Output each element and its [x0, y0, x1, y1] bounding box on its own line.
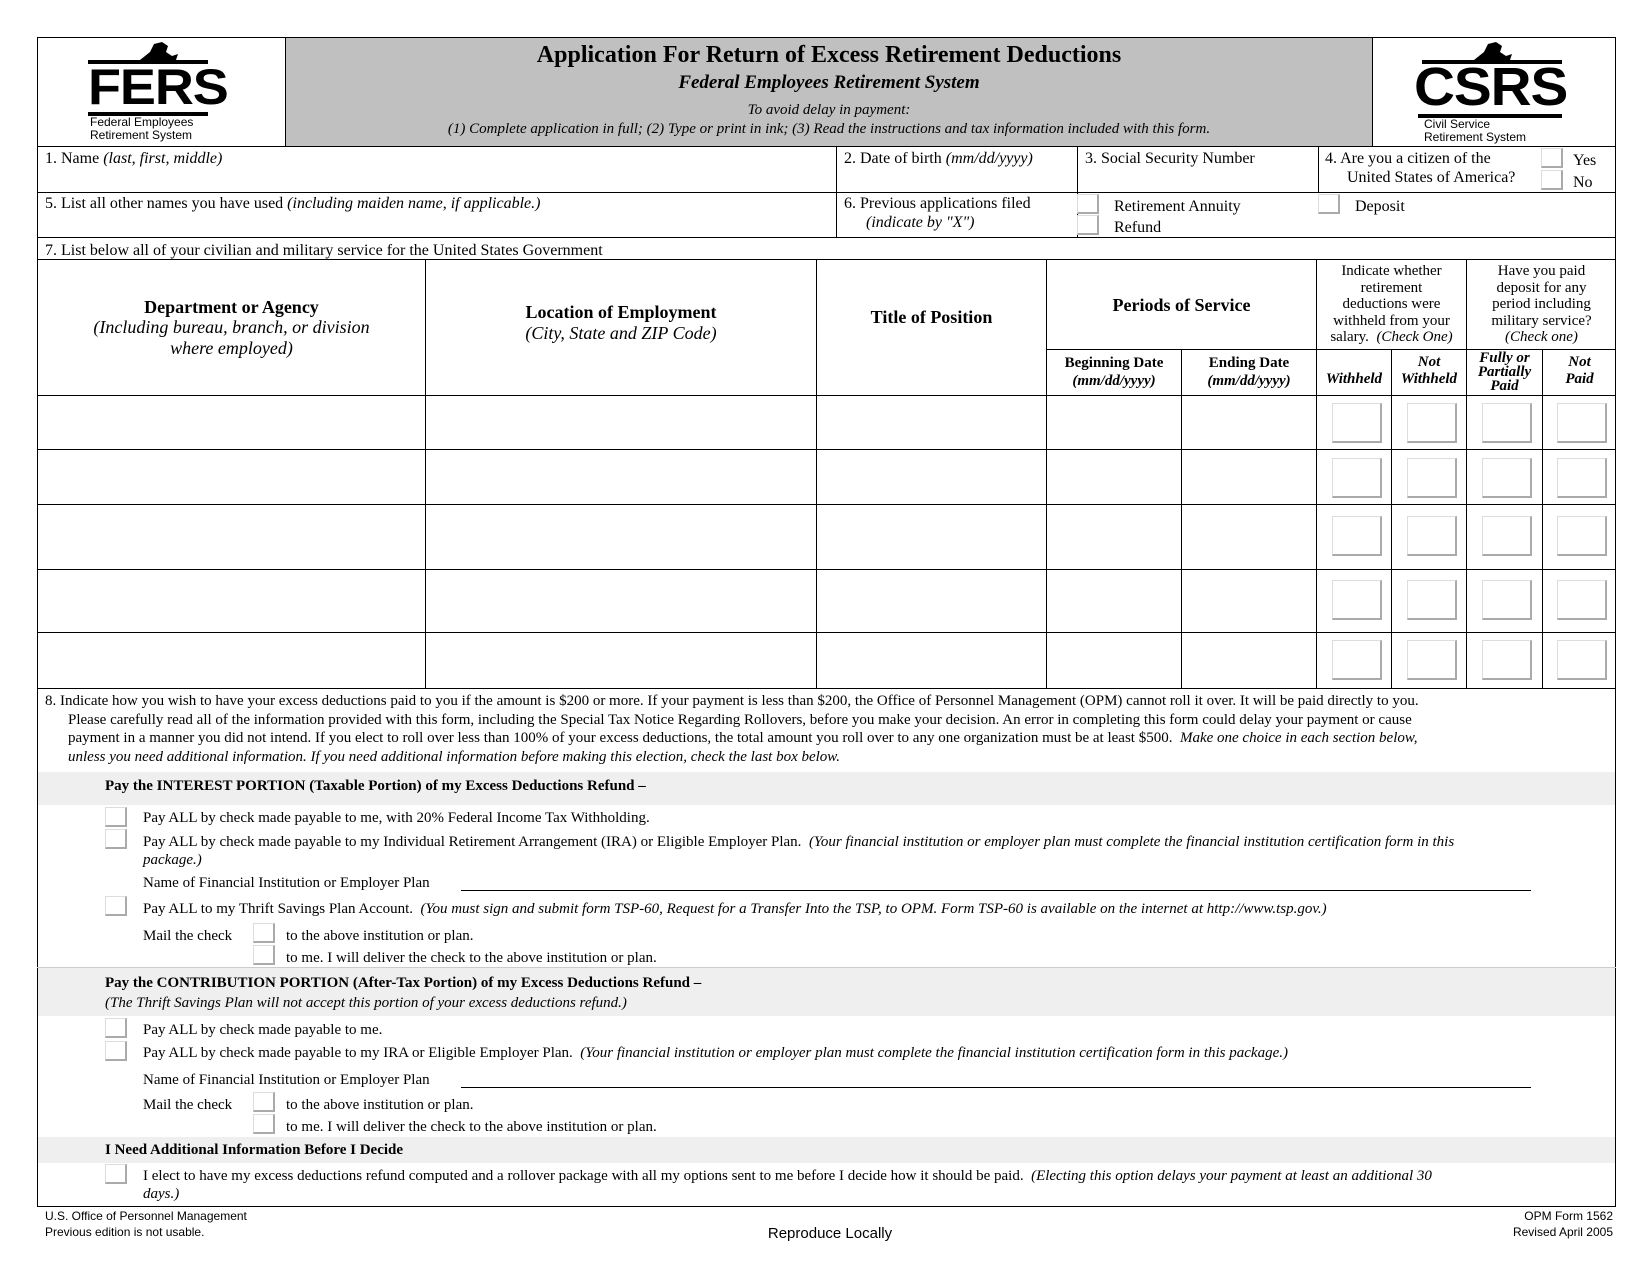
- row1-not-withheld-checkbox[interactable]: [1407, 403, 1457, 443]
- citizen-question: 4. Are you a citizen of the United States of America?: [1325, 150, 1516, 186]
- col-fully-paid-header: Fully or Partially Paid: [1477, 350, 1532, 394]
- retirement-annuity-checkbox[interactable]: [1077, 194, 1099, 214]
- interest-mail-check-label: Mail the check: [143, 928, 233, 944]
- citizen-no-label: No: [1573, 174, 1593, 191]
- deposit-label: Deposit: [1355, 198, 1405, 215]
- row4-not-withheld-checkbox[interactable]: [1407, 580, 1457, 620]
- interest-heading: Pay the INTEREST PORTION (Taxable Portion) of my Excess Deductions Refund –: [105, 778, 646, 794]
- col-end-header: Ending Date (mm/dd/yyyy): [1207, 355, 1291, 389]
- contribution-ira-checkbox[interactable]: [105, 1041, 127, 1061]
- contribution-ira-label: Pay ALL by check made payable to my IRA or Eligible Employer Plan. (Your financial institution or employer plan must complete the financial institution certification form in this package.): [143, 1045, 1288, 1061]
- other-names-input[interactable]: [45, 214, 830, 234]
- citizen-yes-checkbox[interactable]: [1541, 148, 1563, 168]
- fers-logo-line1: Federal Employees: [90, 115, 194, 129]
- footer-agency: U.S. Office of Personnel Management: [45, 1209, 247, 1223]
- col-begin-header: Beginning Date (mm/dd/yyyy): [1064, 355, 1164, 389]
- csrs-logo-line2: Retirement System: [1424, 130, 1527, 144]
- footer-edition: Previous edition is not usable.: [45, 1225, 205, 1239]
- row2-not-paid-checkbox[interactable]: [1557, 458, 1607, 498]
- contribution-institution-label: Name of Financial Institution or Employer Plan: [143, 1072, 430, 1088]
- row5-withheld-checkbox[interactable]: [1332, 640, 1382, 680]
- service-label: 7. List below all of your civilian and military service for the United States Government: [45, 242, 603, 259]
- row2-fully-paid-checkbox[interactable]: [1482, 458, 1532, 498]
- col-periods-header: Periods of Service: [1112, 295, 1251, 315]
- form-subtitle: Federal Employees Retirement System: [678, 72, 980, 93]
- row3-not-withheld-checkbox[interactable]: [1407, 516, 1457, 556]
- csrs-logo-line1: Civil Service: [1424, 117, 1491, 131]
- contribution-check-to-me-checkbox[interactable]: [105, 1018, 127, 1038]
- col-deposit-question: Have you paid deposit for any period including military service? (Check one): [1491, 263, 1592, 345]
- col-title-header: Title of Position: [870, 307, 993, 327]
- fers-logo-line2: Retirement System: [90, 128, 193, 142]
- row5-not-paid-checkbox[interactable]: [1557, 640, 1607, 680]
- row4-withheld-checkbox[interactable]: [1332, 580, 1382, 620]
- interest-institution-input[interactable]: [461, 872, 1531, 891]
- name-field-label: 1. Name (last, first, middle): [45, 150, 223, 167]
- col-not-paid-header: Not Paid: [1565, 354, 1594, 387]
- contribution-mail-me-label: to me. I will deliver the check to the above institution or plan.: [286, 1119, 657, 1135]
- instructions: (1) Complete application in full; (2) Type or print in ink; (3) Read the instructions and tax information included with this form.: [447, 121, 1211, 137]
- ssn-input[interactable]: [1085, 168, 1313, 190]
- interest-tsp-label: Pay ALL to my Thrift Savings Plan Account. (You must sign and submit form TSP-60, Request for a Transfer Into the TSP, to OPM. Form TSP-60 is available on the internet at http://www.tsp.gov.): [143, 901, 1327, 917]
- row1-fully-paid-checkbox[interactable]: [1482, 403, 1532, 443]
- dob-field-label: 2. Date of birth (mm/dd/yyyy): [844, 150, 1033, 167]
- contribution-institution-input[interactable]: [461, 1069, 1531, 1088]
- interest-mail-institution-checkbox[interactable]: [253, 923, 275, 943]
- fers-logo: [88, 40, 228, 142]
- interest-mail-institution-label: to the above institution or plan.: [286, 928, 474, 944]
- row1-withheld-checkbox[interactable]: [1332, 403, 1382, 443]
- row5-not-withheld-checkbox[interactable]: [1407, 640, 1457, 680]
- prev-apps-label: 6. Previous applications filed (indicate by "X"): [844, 195, 1031, 231]
- row3-not-paid-checkbox[interactable]: [1557, 516, 1607, 556]
- contribution-check-to-me-label: Pay ALL by check made payable to me.: [143, 1022, 383, 1038]
- name-input[interactable]: [45, 168, 830, 190]
- contribution-mail-me-checkbox[interactable]: [253, 1114, 275, 1134]
- row3-withheld-checkbox[interactable]: [1332, 516, 1382, 556]
- interest-ira-checkbox[interactable]: [105, 829, 127, 849]
- citizen-yes-label: Yes: [1573, 152, 1597, 169]
- footer-reproduce: Reproduce Locally: [767, 1225, 893, 1242]
- section8-intro: 8. Indicate how you wish to have your excess deductions paid to you if the amount is $200 or more. If your payment is less than $200, the Office of Personnel Management (OPM) cannot roll it over. It will be paid directly to you. Please carefully read all of the information provided with this form, including the Special Tax Notice Regarding Rollovers, before you make your decision. An error in completing this form could delay your payment or cause payment in a manner you did not intend. If you elect to roll over less than 100% of your excess deductions, the total amount you roll over to any one organization must be at least $500. Make one choice in each section below, unless you need additional information. If you need additional information before making this election, check the last box below.: [45, 693, 1419, 765]
- contribution-heading: Pay the CONTRIBUTION PORTION (After-Tax Portion) of my Excess Deductions Refund –: [105, 975, 702, 991]
- row2-not-withheld-checkbox[interactable]: [1407, 458, 1457, 498]
- row4-fully-paid-checkbox[interactable]: [1482, 580, 1532, 620]
- col-withheld-header: Withheld: [1325, 371, 1383, 387]
- row2-withheld-checkbox[interactable]: [1332, 458, 1382, 498]
- contribution-note: (The Thrift Savings Plan will not accept this portion of your excess deductions refund.): [105, 995, 627, 1011]
- interest-check-to-me-checkbox[interactable]: [105, 807, 127, 827]
- row1-not-paid-checkbox[interactable]: [1557, 403, 1607, 443]
- contribution-mail-institution-checkbox[interactable]: [253, 1092, 275, 1112]
- row3-fully-paid-checkbox[interactable]: [1482, 516, 1532, 556]
- additional-info-checkbox[interactable]: [105, 1164, 127, 1184]
- interest-ira-label: Pay ALL by check made payable to my Individual Retirement Arrangement (IRA) or Eligible Employer Plan. (Your financial institution or employer plan must complete the financial institution certification form in this package.): [143, 834, 1455, 868]
- form-title: Application For Return of Excess Retirement Deductions: [536, 42, 1122, 68]
- csrs-logo-text: CSRS: [1414, 57, 1568, 117]
- row4-not-paid-checkbox[interactable]: [1557, 580, 1607, 620]
- interest-mail-me-checkbox[interactable]: [253, 945, 275, 965]
- interest-mail-me-label: to me. I will deliver the check to the above institution or plan.: [286, 950, 657, 966]
- contribution-mail-check-label: Mail the check: [143, 1097, 233, 1113]
- col-withheld-question: Indicate whether retirement deductions were withheld from your salary. (Check One): [1330, 263, 1453, 345]
- col-location-header: Location of Employment (City, State and ZIP Code): [525, 302, 717, 343]
- col-dept-header: Department or Agency (Including bureau, branch, or division where employed): [93, 297, 370, 358]
- interest-check-to-me-label: Pay ALL by check made payable to me, with 20% Federal Income Tax Withholding.: [143, 810, 650, 826]
- footer-form-no: OPM Form 1562: [1524, 1209, 1613, 1223]
- csrs-logo: [1414, 40, 1574, 144]
- interest-tsp-checkbox[interactable]: [105, 896, 127, 916]
- retirement-annuity-label: Retirement Annuity: [1114, 198, 1241, 215]
- additional-heading: I Need Additional Information Before I Decide: [105, 1142, 404, 1158]
- other-names-label: 5. List all other names you have used (including maiden name, if applicable.): [45, 195, 541, 212]
- citizen-no-checkbox[interactable]: [1541, 170, 1563, 190]
- refund-checkbox[interactable]: [1077, 215, 1099, 235]
- col-not-withheld-header: Not Withheld: [1400, 354, 1458, 387]
- contribution-mail-institution-label: to the above institution or plan.: [286, 1097, 474, 1113]
- footer-revised: Revised April 2005: [1512, 1225, 1613, 1239]
- deposit-checkbox[interactable]: [1318, 194, 1340, 214]
- delay-note: To avoid delay in payment:: [747, 102, 911, 118]
- ssn-field-label: 3. Social Security Number: [1085, 150, 1255, 167]
- fers-logo-text: FERS: [88, 59, 228, 115]
- additional-info-label: I elect to have my excess deductions refund computed and a rollover package with all my options sent to me before I decide how it should be paid. (Electing this option delays your payment at least an additional 30 days.): [143, 1168, 1432, 1202]
- dob-input[interactable]: [844, 168, 1072, 190]
- row5-fully-paid-checkbox[interactable]: [1482, 640, 1532, 680]
- interest-institution-label: Name of Financial Institution or Employer Plan: [143, 875, 430, 891]
- refund-label: Refund: [1114, 219, 1162, 236]
